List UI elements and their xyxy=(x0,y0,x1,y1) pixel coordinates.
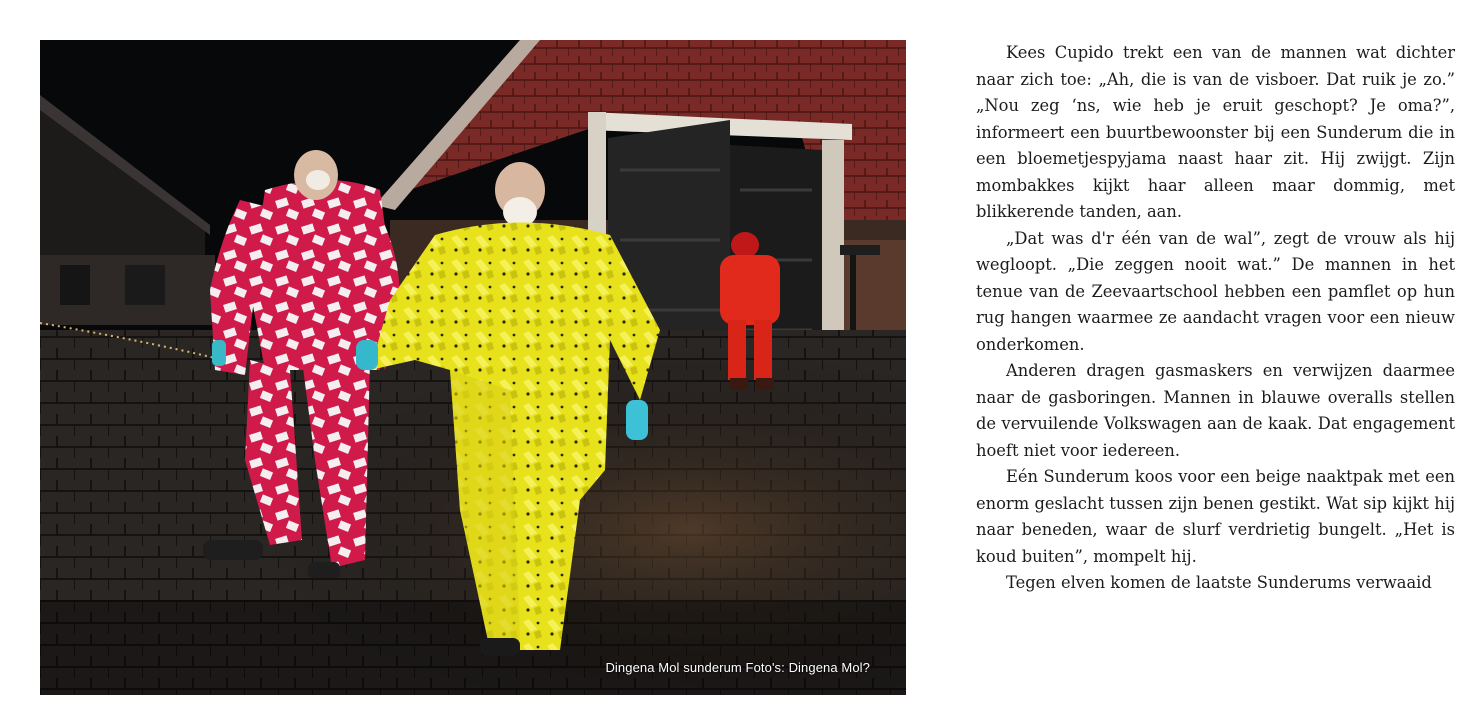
photo-caption: Dingena Mol sunderum Foto's: Dingena Mol? xyxy=(605,660,870,675)
article-paragraph: Kees Cupido trekt een van de mannen wat dichter naar zich toe: „Ah, die is van de visboer. Dat ruik je zo.” „Nou zeg ‘ns, wie heb je eruit geschopt? Je oma?”, informeert een buurtbewoonster bij een Sunderum die in een bloemetjespyjama naast haar zit. Hij zwijgt. Zijn mombakkes kijkt haar alleen maar dommig, met blikkerende tanden, aan. xyxy=(976,43,1455,221)
news-photo xyxy=(40,40,906,695)
article-paragraph: „Dat was d'r één van de wal”, zegt de vrouw als hij wegloopt. „Die zeggen nooit wat.” De mannen in het tenue van de Zeevaartschool hebben een pamflet op hun rug hangen waarmee ze aandacht vragen voor een nieuw onderkomen. xyxy=(976,228,1455,354)
article-text-column xyxy=(976,40,1455,597)
article-paragraph: Anderen dragen gasmaskers en verwijzen daarmee naar de gasboringen. Mannen in blauwe overalls stellen de vervuilende Volkswagen aan de kaak. Dat engagement hoeft niet voor iedereen. xyxy=(976,361,1455,460)
article-paragraph: Eén Sunderum koos voor een beige naaktpak met een enorm geslacht tussen zijn benen gestikt. Wat sip kijkt hij naar beneden, waar de slurf verdrietig bungelt. „Het is koud buiten”, mompelt hij. xyxy=(976,467,1455,566)
photo-illustration xyxy=(40,40,906,695)
article-paragraph: Tegen elven komen de laatste Sunderums verwaaid xyxy=(1006,573,1432,592)
